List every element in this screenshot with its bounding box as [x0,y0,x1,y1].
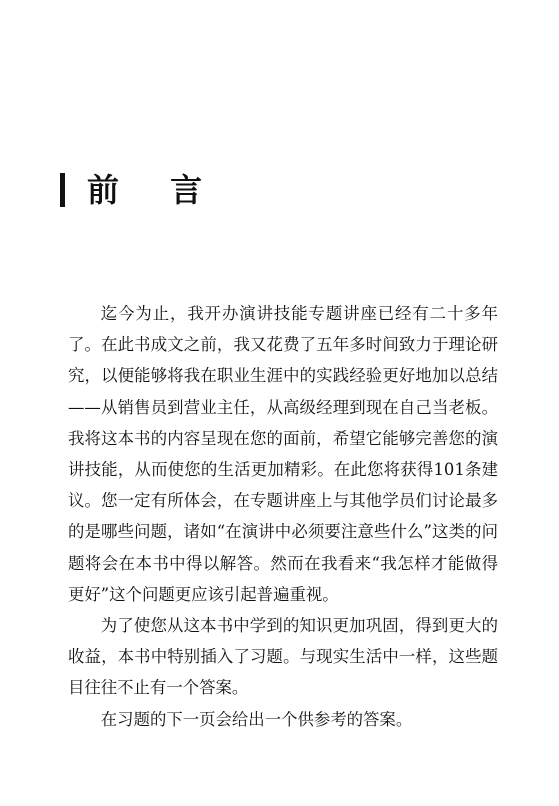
paragraph-1: 迄今为止，我开办演讲技能专题讲座已经有二十多年了。在此书成文之前，我又花费了五年多时间致力于理论研究，以便能够将我在职业生涯中的实践经验更好地加以总结——从销售员到营业主任，从高级经理到现在自己当老板。我将这本书的内容呈现在您的面前，希望它能够完善您的演讲技能，从而使您的生活更加精彩。在此您将获得101条建议。您一定有所体会，在专题讲座上与其他学员们讨论最多的是哪些问题，诸如“在演讲中必须要注意些什么”这类的问题将会在本书中得以解答。然而在我看来“我怎样才能做得更好”这个问题更应该引起普遍重视。 [68,304,498,604]
preface-body [68,298,498,735]
paragraph-3: 在习题的下一页会给出一个供参考的答案。 [100,709,413,729]
heading-bar [60,173,65,207]
chapter-title: 前 言 [87,171,223,209]
chapter-heading [60,170,222,210]
paragraph-2: 为了使您从这本书中学到的知识更加巩固，得到更大的收益，本书中特别插入了习题。与现实生活中一样，这些题目往往不止有一个答案。 [68,616,498,698]
